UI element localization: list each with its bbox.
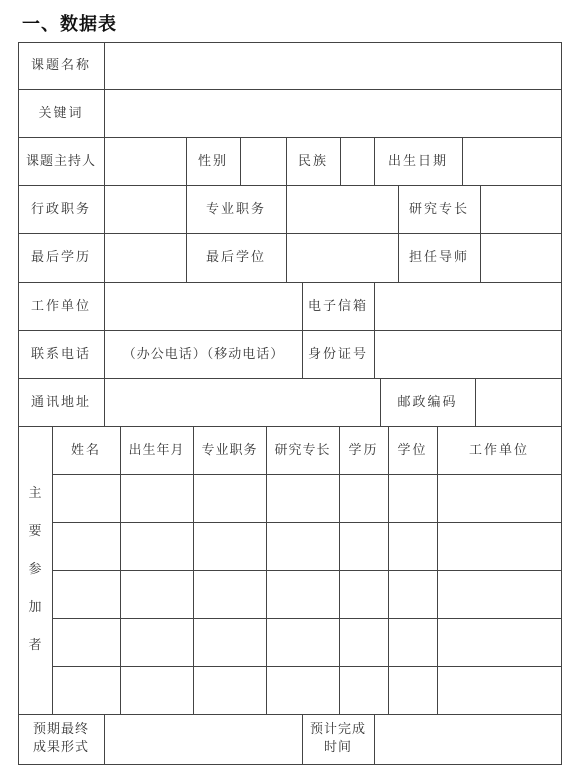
prof-post-field[interactable] xyxy=(287,186,398,233)
expected-outcome-field[interactable] xyxy=(105,715,302,764)
participants-label-char: 主 xyxy=(28,486,42,501)
research-specialty-field[interactable] xyxy=(481,186,561,233)
label-contact-phone: 联系电话 xyxy=(30,346,91,362)
supervisor-field[interactable] xyxy=(481,234,561,282)
postcode-field[interactable] xyxy=(476,379,561,426)
label-expected-outcome-line1: 预期最终 xyxy=(32,722,89,737)
label-gender: 性别 xyxy=(197,153,228,169)
section-heading: 一、数据表 xyxy=(22,14,117,35)
border-right xyxy=(561,42,562,765)
label-prof-post: 专业职务 xyxy=(205,201,266,217)
work-unit-field[interactable] xyxy=(105,283,302,330)
participant-row[interactable] xyxy=(53,475,561,522)
label-keywords: 关键词 xyxy=(38,105,84,121)
participants-label xyxy=(18,482,52,672)
keywords-field[interactable] xyxy=(105,90,561,137)
label-expected-time-line2: 时间 xyxy=(323,740,352,755)
participants-label-char: 参 xyxy=(28,562,42,577)
label-topic-name: 课题名称 xyxy=(30,58,91,73)
participants-label-char: 者 xyxy=(28,638,42,653)
last-degree-field[interactable] xyxy=(287,234,398,282)
col-header-degree: 学位 xyxy=(397,442,428,458)
address-field[interactable] xyxy=(105,379,380,426)
ethnicity-field[interactable] xyxy=(341,138,374,185)
participant-row[interactable] xyxy=(53,667,561,714)
col-header-birth-month: 出生年月 xyxy=(128,442,185,458)
gender-field[interactable] xyxy=(241,138,286,185)
col-header-research: 研究专长 xyxy=(274,442,331,458)
label-expected-outcome-line2: 成果形式 xyxy=(32,740,89,755)
label-leader: 课题主持人 xyxy=(25,153,96,169)
label-last-education: 最后学历 xyxy=(30,250,91,265)
phone-field[interactable]: （办公电话）（移动电话） xyxy=(122,347,285,362)
label-address: 通讯地址 xyxy=(30,394,91,410)
border-bottom xyxy=(18,764,562,765)
birth-date-field[interactable] xyxy=(463,138,561,185)
admin-post-field[interactable] xyxy=(105,186,186,233)
label-expected-time xyxy=(302,714,374,764)
label-last-degree: 最后学位 xyxy=(205,250,266,265)
label-ethnicity: 民族 xyxy=(297,153,328,169)
expected-time-field[interactable] xyxy=(375,715,561,764)
leader-field[interactable] xyxy=(105,138,186,185)
id-number-field[interactable] xyxy=(375,331,561,378)
label-research-specialty: 研究专长 xyxy=(408,201,469,217)
label-birth-date: 出生日期 xyxy=(387,153,448,169)
col-header-education: 学历 xyxy=(348,442,379,458)
col-header-prof-post: 专业职务 xyxy=(201,442,258,458)
label-expected-outcome xyxy=(18,714,104,764)
email-field[interactable] xyxy=(375,283,561,330)
participant-row[interactable] xyxy=(53,523,561,570)
topic-name-field[interactable] xyxy=(105,43,561,89)
col-header-work-unit: 工作单位 xyxy=(468,442,529,458)
last-education-field[interactable] xyxy=(105,234,186,282)
label-expected-time-line1: 预计完成 xyxy=(309,722,366,737)
participant-row[interactable] xyxy=(53,619,561,666)
participants-label-char: 要 xyxy=(28,524,42,539)
participant-row[interactable] xyxy=(53,571,561,618)
label-id-number: 身份证号 xyxy=(307,346,368,362)
label-email: 电子信箱 xyxy=(307,298,368,314)
label-postcode: 邮政编码 xyxy=(397,394,458,410)
col-header-name: 姓名 xyxy=(70,442,101,458)
label-admin-post: 行政职务 xyxy=(30,201,91,217)
label-supervisor: 担任导师 xyxy=(408,250,469,265)
label-work-unit: 工作单位 xyxy=(30,298,91,314)
participants-label-char: 加 xyxy=(28,600,42,615)
